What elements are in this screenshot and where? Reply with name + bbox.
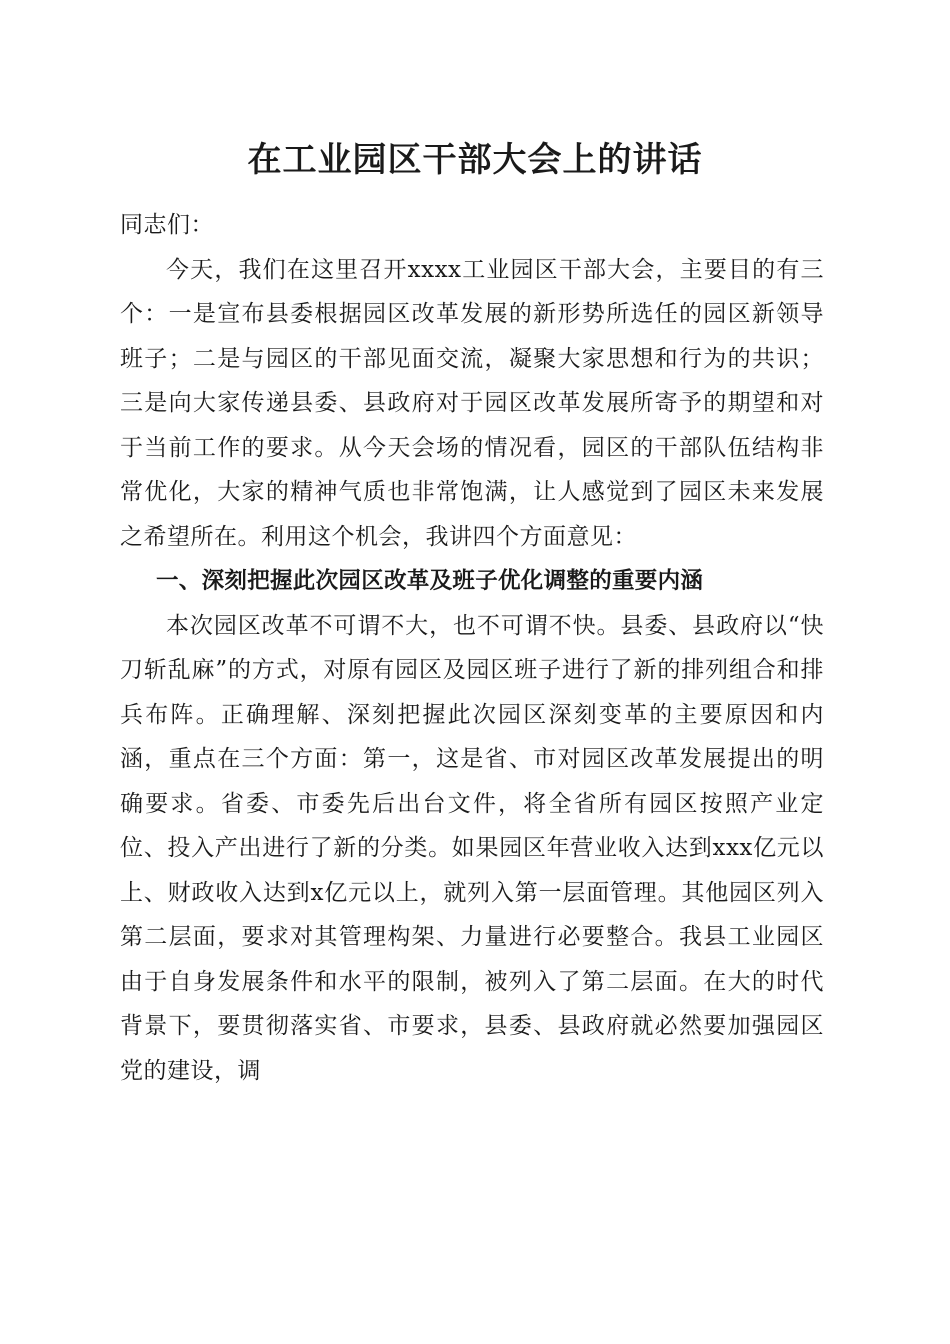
section-1-paragraph: 本次园区改革不可谓不大，也不可谓不快。县委、县政府以“快刀斩乱麻”的方式，对原有园区及园区班子进行了新的排列组合和排兵布阵。正确理解、深刻把握此次园区深刻变革的主要原因和内涵，重点在三个方面：第一，这是省、市对园区改革发展提出的明确要求。省委、市委先后出台文件，将全省所有园区按照产业定位、投入产出进行了新的分类。如果园区年营业收入达到xxx亿元以上、财政收入达到x亿元以上，就列入第一层面管理。其他园区列入第二层面，要求对其管理构架、力量进行必要整合。我县工业园区由于自身发展条件和水平的限制，被列入了第二层面。在大的时代背景下，要贯彻落实省、市要求，县委、县政府就必然要加强园区党的建设，调: [120, 612, 824, 1084]
section-heading-1: 一、深刻把握此次园区改革及班子优化调整的重要内涵: [156, 568, 704, 594]
salutation: 同志们：: [120, 212, 214, 238]
document-title: 在工业园区干部大会上的讲话: [247, 140, 703, 180]
document-body: [120, 203, 824, 1093]
opening-paragraph: 今天，我们在这里召开xxxx工业园区干部大会，主要目的有三个：一是宣布县委根据园区改革发展的新形势所选任的园区新领导班子；二是与园区的干部见面交流，凝聚大家思想和行为的共识；三是向大家传递县委、县政府对于园区改革发展所寄予的期望和对于当前工作的要求。从今天会场的情况看，园区的干部队伍结构非常优化，大家的精神气质也非常饱满，让人感觉到了园区未来发展之希望所在。利用这个机会，我讲四个方面意见：: [120, 256, 824, 550]
